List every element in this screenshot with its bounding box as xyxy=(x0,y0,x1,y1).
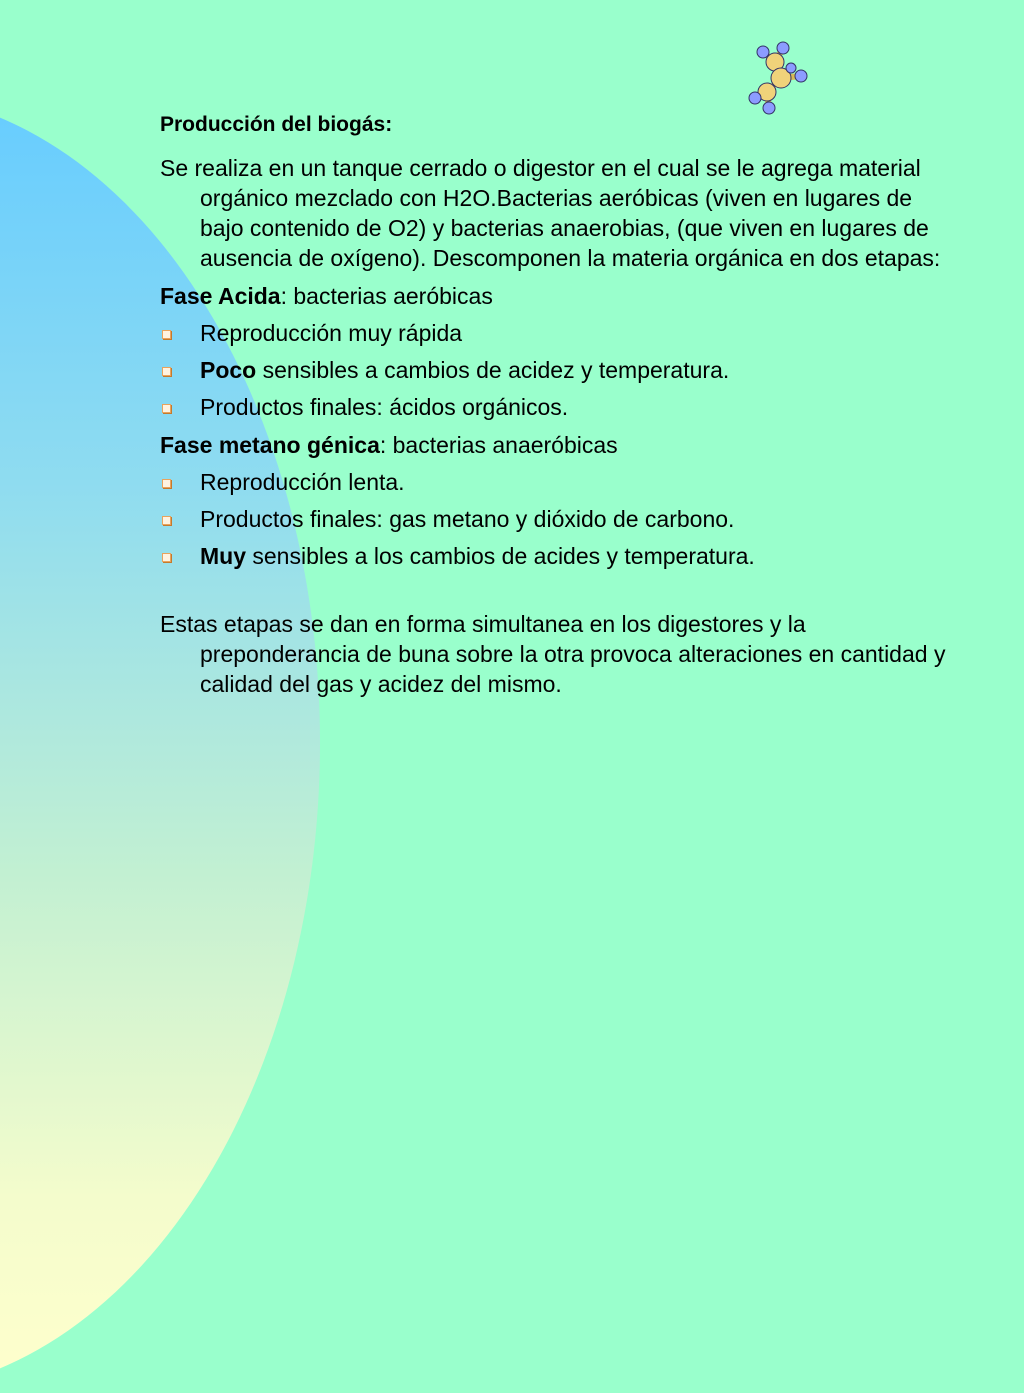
molecule-icon xyxy=(745,40,815,118)
phase-methane-name: Fase metano génica xyxy=(160,432,380,458)
bullet-bold: Muy xyxy=(200,543,246,569)
bullet-icon xyxy=(162,516,171,525)
list-item xyxy=(160,541,960,571)
spacer xyxy=(160,571,960,609)
list-item xyxy=(160,504,960,534)
phase-methane-heading xyxy=(160,430,960,460)
slide-content xyxy=(160,110,960,699)
list-item xyxy=(160,392,960,422)
phase-acid-desc: : bacterias aeróbicas xyxy=(280,283,493,309)
phase-acid-heading xyxy=(160,281,960,311)
bullet-text: sensibles a cambios de acidez y temperatura. xyxy=(256,357,730,383)
bullet-text: Productos finales: gas metano y dióxido de carbono. xyxy=(200,506,735,532)
bullet-bold: Poco xyxy=(200,357,257,383)
slide-title: Producción del biogás: xyxy=(160,113,393,136)
closing-paragraph: Estas etapas se dan en forma simultanea en los digestores y la preponderancia de buna sobre la otra provoca alteraciones en cantidad y calidad del gas y acidez del mismo. xyxy=(160,611,946,697)
list-item xyxy=(160,467,960,497)
bullet-text: Reproducción lenta. xyxy=(200,469,405,495)
bullet-icon xyxy=(162,553,171,562)
phase-acid-name: Fase Acida xyxy=(160,283,281,309)
list-item xyxy=(160,318,960,348)
phase-methane-desc: : bacterias anaeróbicas xyxy=(379,432,618,458)
bullet-icon xyxy=(162,404,171,413)
bullet-text: sensibles a los cambios de acides y temperatura. xyxy=(246,543,755,569)
list-item xyxy=(160,355,960,385)
bullet-icon xyxy=(162,479,171,488)
bullet-text: Reproducción muy rápida xyxy=(200,320,463,346)
bullet-icon xyxy=(162,330,171,339)
bullet-icon xyxy=(162,367,171,376)
intro-paragraph: Se realiza en un tanque cerrado o digestor en el cual se le agrega material orgánico mezclado con H2O.Bacterias aeróbicas (viven en lugares de bajo contenido de O2) y bacterias anaerobias, (que viven en lugares de ausencia de oxígeno). Descomponen la materia orgánica en dos etapas: xyxy=(160,155,941,271)
bullet-text: Productos finales: ácidos orgánicos. xyxy=(200,394,569,420)
